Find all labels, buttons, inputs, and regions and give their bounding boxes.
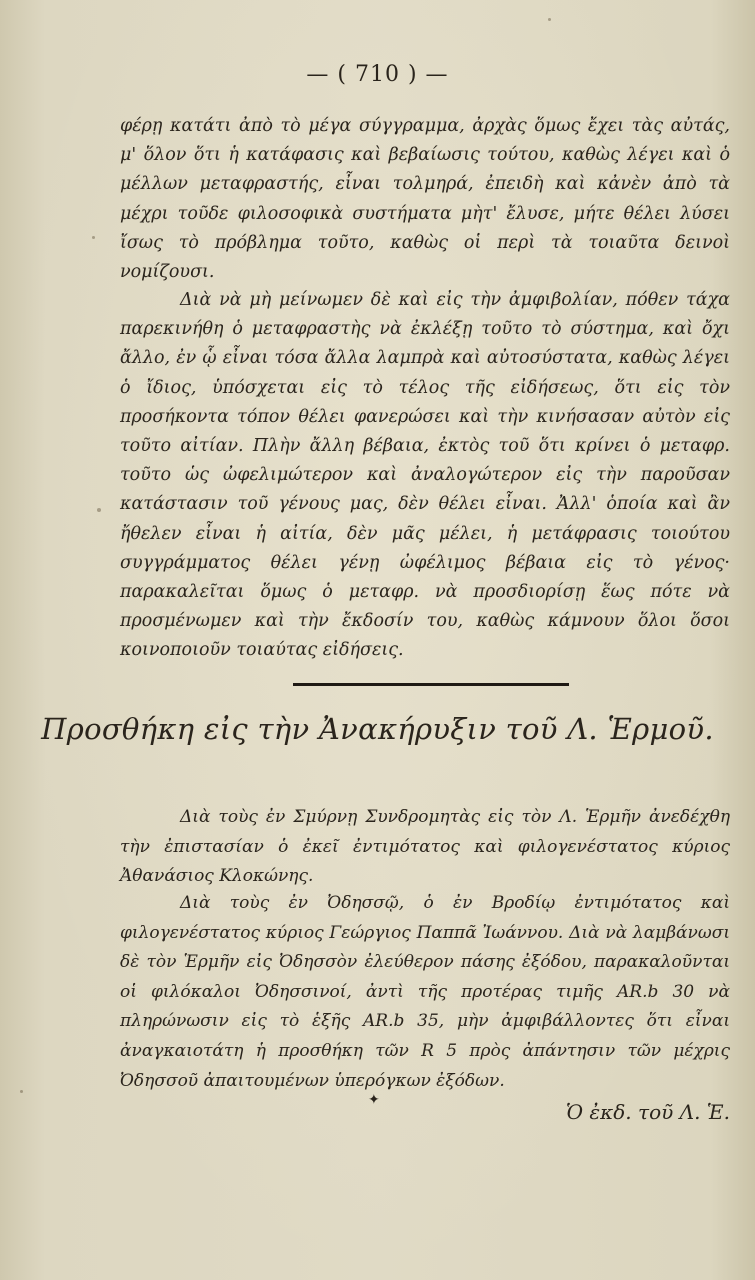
paragraph-3-text: Διὰ τοὺς ἐν Σμύρνῃ Συνδρομητὰς εἰς τὸν Λ. Ἑρμῆν ἀνεδέχθη τὴν ἐπιστασίαν ὁ ἐκεῖ ἐντιμότατος καὶ φιλογενέστατος κύριος Ἀθανάσιος Κλοκώνης.	[120, 807, 730, 887]
paragraph-2-text: Διὰ νὰ μὴ μείνωμεν δὲ καὶ εἰς τὴν ἀμφιβολίαν, πόθεν τάχα παρεκινήθη ὁ μεταφραστὴς νὰ ἐκλέξῃ τοῦτο τὸ σύστημα, καὶ ὄχι ἄλλο, ἐν ᾧ εἶναι τόσα ἄλλα λαμπρὰ καὶ αὐτοσύστατα, καθὼς λέγει ὁ ἴδιος, ὑπόσχεται εἰς τὸ τέλος τῆς εἰδήσεως, ὅτι εἰς τὸν προσήκοντα τόπον θέλει φανερώσει καὶ τὴν κινήσασαν αὐτὸν εἰς τοῦτο αἰτίαν. Πλὴν ἄλλη βέβαια, ἐκτὸς τοῦ ὅτι κρίνει ὁ μεταφρ. τοῦτο ὡς ὠφελιμώτερον καὶ ἀναλογώτερον εἰς τὴν παροῦσαν κατάστασιν τοῦ γένους μας, δὲν θέλει εἶναι. Ἀλλ' ὁποία καὶ ἂν ἤθελεν εἶναι ἡ αἰτία, δὲν μᾶς μέλει, ἡ μετάφρασις τοιούτου συγγράμματος θέλει γένῃ ὠφέλιμος βέβαια εἰς τὸ γένος· παρακαλεῖται ὅμως ὁ μεταφρ. νὰ προσδιορίσῃ ἕως πότε νὰ προσμένωμεν καὶ τὴν ἔκδοσίν του, καθὼς κάμνουν ὅλοι ὅσοι κοινοποιοῦν τοιαύτας εἰδήσεις.	[120, 290, 730, 661]
paper-stain	[548, 18, 551, 21]
ornament-mark: ✦	[368, 1092, 380, 1108]
paragraph-1-text: φέρῃ κατάτι ἀπὸ τὸ μέγα σύγγραμμα, ἀρχὰς ὅμως ἔχει τὰς αὐτάς, μ' ὅλον ὅτι ἡ κατάφασις καὶ βεβαίωσις τούτου, καθὼς λέγει καὶ ὁ μέλλων μεταφραστής, εἶναι τολμηρά, ἐπειδὴ καὶ κἀνὲν ἀπὸ τὰ μέχρι τοῦδε φιλοσοφικὰ συστήματα μὴτ' ἔλυσε, μήτε θέλει λύσει ἴσως τὸ πρόβλημα τοῦτο, καθὼς οἱ περὶ τὰ τοιαῦτα δεινοὶ νομίζουσι.	[120, 116, 730, 283]
page-number: — ( 710 ) —	[306, 62, 449, 87]
paragraph-2	[120, 286, 730, 666]
paper-stain	[92, 236, 95, 239]
paragraph-4	[120, 872, 730, 1113]
paper-stain	[20, 1090, 23, 1093]
editor-signature: Ὁ ἐκδ. τοῦ Λ. Ἑ.	[565, 1100, 730, 1124]
paper-stain	[97, 508, 101, 512]
paragraph-1	[120, 112, 730, 287]
paragraph-4-text: Διὰ τοὺς ἐν Ὀδησσῷ, ὁ ἐν Βροδίῳ ἐντιμότατος καὶ φιλογενέστατος κύριος Γεώργιος Παππᾶ Ἰωάννου. Διὰ νὰ λαμβάνωσι δὲ τὸν Ἑρμῆν εἰς Ὀδησσὸν ἐλεύθερον πάσης ἐξόδου, παρακαλοῦνται οἱ φιλόκαλοι Ὀδησσινοί, ἀντὶ τῆς προτέρας τιμῆς AR.b 30 νὰ πληρώνωσιν εἰς τὸ ἑξῆς AR.b 35, μὴν ἀμφιβάλλοντες ὅτι εἶναι ἀναγκαιοτάτη ἡ προσθήκη τῶν R 5 πρὸς ἀπάντησιν τῶν μέχρις Ὀδησσοῦ ἀπαιτουμένων ὑπερόγκων ἐξόδων.	[120, 893, 730, 1091]
section-divider	[293, 683, 569, 686]
section-title: Προσθήκη εἰς τὴν Ἀνακήρυξιν τοῦ Λ. Ἑρμοῦ.	[41, 712, 714, 746]
